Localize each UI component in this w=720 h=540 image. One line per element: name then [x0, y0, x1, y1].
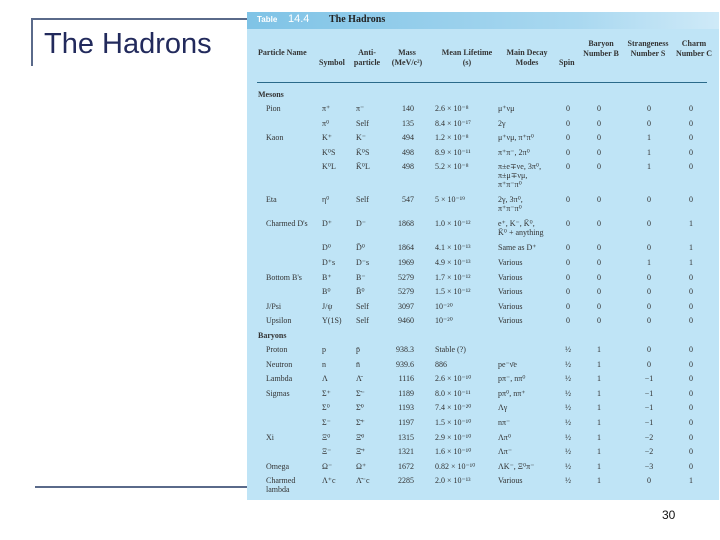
cell-s: −2: [644, 432, 654, 442]
table-row: [247, 101, 719, 116]
cell-lifetime: 2.9 × 10⁻¹⁰: [435, 432, 472, 442]
cell-symbol: B⁰: [322, 287, 331, 297]
cell-decay: π⁺π⁻π⁰: [498, 204, 522, 214]
column-header: Mass (MeV/c²): [391, 48, 423, 67]
cell-anti: Self: [356, 195, 369, 205]
cell-spin: 0: [566, 301, 570, 311]
cell-c: 0: [689, 301, 693, 311]
cell-mass: 1193: [398, 403, 414, 413]
cell-b: 0: [597, 287, 601, 297]
cell-spin: 0: [566, 133, 570, 143]
page-number: 30: [662, 508, 676, 522]
cell-anti: K⁻: [356, 133, 366, 143]
cell-s: 0: [647, 219, 651, 229]
cell-b: 0: [597, 301, 601, 311]
cell-mass: 140: [402, 104, 414, 113]
table-row: [247, 192, 719, 216]
cell-anti: p̄: [356, 344, 360, 354]
cell-symbol: D⁰: [322, 243, 331, 253]
cell-mass: 1197: [398, 417, 414, 427]
cell-b: 1: [597, 447, 601, 457]
cell-symbol: π⁰: [322, 118, 330, 128]
cell-anti: Λ̄: [356, 374, 362, 384]
cell-anti: Ξ̄⁺: [356, 447, 366, 457]
cell-spin: ½: [565, 403, 571, 413]
table-row: [247, 240, 719, 255]
cell-c: 1: [689, 476, 693, 486]
table-row: [247, 444, 719, 459]
cell-b: 0: [597, 118, 601, 128]
cell-name: Bottom B's: [266, 272, 302, 282]
cell-b: 1: [597, 476, 601, 486]
cell-c: 0: [689, 133, 693, 143]
cell-decay: μ⁺νμ, π⁺π⁰: [498, 133, 534, 143]
cell-b: 1: [597, 374, 601, 384]
cell-b: 1: [597, 359, 601, 369]
cell-anti: B̄⁰: [356, 287, 365, 297]
cell-mass: 1321: [398, 447, 414, 457]
cell-b: 0: [597, 243, 601, 253]
cell-spin: 0: [566, 104, 570, 113]
cell-lifetime: 4.9 × 10⁻¹³: [435, 257, 471, 267]
column-header: Main Decay Modes: [506, 48, 548, 67]
cell-decay: π±μ∓νμ,: [498, 171, 528, 181]
cell-decay: nπ⁻: [498, 417, 511, 427]
column-header: Baryon Number B: [583, 39, 619, 58]
cell-anti: B⁻: [356, 272, 366, 282]
cell-c: 0: [689, 272, 693, 282]
cell-lifetime: 886: [435, 359, 447, 369]
cell-c: 0: [689, 147, 693, 157]
cell-b: 0: [597, 133, 601, 143]
cell-decay: Λγ: [498, 403, 508, 413]
cell-spin: ½: [565, 344, 571, 354]
cell-decay: pπ⁻, nπ⁰: [498, 374, 526, 384]
cell-c: 0: [689, 417, 693, 427]
table-row: [247, 459, 719, 474]
cell-anti: Ω⁺: [356, 461, 367, 471]
cell-spin: ½: [565, 476, 571, 486]
cell-b: 0: [597, 257, 601, 267]
cell-lifetime: 8.9 × 10⁻¹¹: [435, 147, 471, 157]
table-label: Table: [257, 15, 278, 24]
cell-symbol: K⁺: [322, 133, 332, 143]
table-row: [247, 386, 719, 401]
cell-s: −1: [644, 417, 654, 427]
footer-line: [35, 486, 247, 488]
group-label: Baryons: [258, 330, 287, 340]
hadrons-table: [247, 12, 719, 500]
cell-lifetime: 1.0 × 10⁻¹²: [435, 219, 471, 229]
cell-b: 0: [597, 195, 601, 205]
cell-name: Eta: [266, 195, 277, 205]
cell-symbol: p: [322, 344, 326, 354]
table-row: [247, 371, 719, 386]
cell-s: 0: [647, 476, 651, 486]
table-row: [247, 473, 719, 497]
cell-spin: 0: [566, 147, 570, 157]
table-row: [247, 145, 719, 160]
cell-c: 0: [689, 447, 693, 457]
cell-s: 1: [647, 257, 651, 267]
cell-name: Upsilon: [266, 316, 292, 326]
cell-decay: π⁺π⁻, 2π⁰: [498, 147, 530, 157]
cell-decay: 2γ: [498, 118, 506, 128]
table-row: [247, 255, 719, 270]
cell-c: 0: [689, 118, 693, 128]
table-body: [247, 87, 719, 497]
column-header: Particle Name: [258, 48, 307, 57]
cell-c: 0: [689, 287, 693, 297]
cell-mass: 2285: [398, 476, 414, 486]
cell-spin: ½: [565, 432, 571, 442]
cell-lifetime: 1.5 × 10⁻¹⁰: [435, 417, 472, 427]
cell-s: −1: [644, 374, 654, 384]
cell-decay: e⁺, K⁻, K̄⁰,: [498, 219, 535, 229]
cell-symbol: B⁺: [322, 272, 332, 282]
cell-spin: ½: [565, 388, 571, 398]
cell-anti: Σ̄⁻: [356, 388, 365, 398]
cell-s: −3: [644, 461, 654, 471]
cell-s: −1: [644, 403, 654, 413]
table-row: [247, 357, 719, 372]
cell-spin: ½: [565, 374, 571, 384]
cell-decay: Various: [498, 287, 523, 297]
cell-lifetime: 2.6 × 10⁻¹⁰: [435, 374, 472, 384]
cell-decay: Various: [498, 316, 523, 326]
cell-s: 0: [647, 359, 651, 369]
cell-b: 0: [597, 104, 601, 113]
cell-c: 0: [689, 195, 693, 205]
cell-c: 1: [689, 243, 693, 253]
cell-decay: π±e∓νe, 3π⁰,: [498, 162, 542, 172]
cell-mass: 1116: [398, 374, 414, 384]
cell-mass: 3097: [398, 301, 414, 311]
cell-decay: π⁺π⁻π⁰: [498, 180, 522, 190]
cell-decay: Λπ⁰: [498, 432, 512, 442]
cell-b: 1: [597, 403, 601, 413]
cell-symbol: Ω⁻: [322, 461, 333, 471]
column-header: Spin: [559, 58, 575, 67]
cell-decay: Various: [498, 257, 523, 267]
cell-s: 1: [647, 133, 651, 143]
cell-mass: 1864: [398, 243, 414, 253]
group-label: Mesons: [258, 90, 284, 99]
cell-anti: Self: [356, 118, 369, 128]
cell-decay: pe⁻ν̄e: [498, 359, 517, 369]
cell-s: 1: [647, 162, 651, 172]
cell-anti: Self: [356, 316, 369, 326]
cell-b: 1: [597, 432, 601, 442]
cell-anti: K̄⁰S: [356, 147, 370, 157]
cell-anti: n̄: [356, 359, 360, 369]
cell-b: 0: [597, 219, 601, 229]
cell-mass: 5279: [398, 272, 414, 282]
cell-spin: ½: [565, 359, 571, 369]
title-frame-line: [31, 18, 33, 66]
cell-mass: 135: [402, 118, 414, 128]
cell-spin: ½: [565, 447, 571, 457]
cell-symbol: Ξ⁰: [322, 432, 331, 442]
cell-c: 0: [689, 374, 693, 384]
cell-mass: 498: [402, 147, 414, 157]
cell-spin: 0: [566, 287, 570, 297]
cell-b: 0: [597, 272, 601, 282]
cell-c: 0: [689, 316, 693, 326]
cell-lifetime: 2.6 × 10⁻⁸: [435, 104, 469, 113]
cell-mass: 938.3: [396, 344, 414, 354]
cell-symbol: K⁰L: [322, 162, 336, 172]
cell-name: Pion: [266, 104, 281, 113]
cell-symbol: n: [322, 359, 326, 369]
cell-symbol: Υ(1S): [322, 316, 342, 326]
group-heading: [247, 328, 719, 342]
cell-c: 0: [689, 344, 693, 354]
cell-c: 0: [689, 461, 693, 471]
cell-mass: 1868: [398, 219, 414, 229]
cell-symbol: K⁰S: [322, 147, 336, 157]
cell-c: 0: [689, 403, 693, 413]
cell-anti: Ξ̄⁰: [356, 432, 365, 442]
cell-b: 0: [597, 147, 601, 157]
cell-lifetime: 10⁻²⁰: [435, 316, 453, 326]
cell-symbol: Ξ⁻: [322, 447, 332, 457]
cell-symbol: Σ⁺: [322, 388, 331, 398]
cell-mass: 1315: [398, 432, 414, 442]
cell-lifetime: 0.82 × 10⁻¹⁰: [435, 461, 476, 471]
column-header: Strangeness Number S: [627, 39, 669, 58]
table-caption-bar: [247, 12, 719, 29]
table-row: [247, 159, 719, 192]
table-row: [247, 313, 719, 328]
cell-c: 0: [689, 388, 693, 398]
cell-anti: K̄⁰L: [356, 162, 370, 172]
table-row: [247, 430, 719, 445]
cell-c: 1: [689, 257, 693, 267]
cell-mass: 939.6: [396, 359, 414, 369]
cell-decay: pπ⁰, nπ⁺: [498, 388, 526, 398]
cell-name: Lambda: [266, 374, 293, 384]
cell-s: 0: [647, 195, 651, 205]
column-header: Charm Number C: [675, 39, 713, 58]
cell-anti: Self: [356, 301, 369, 311]
table-row: [247, 130, 719, 145]
title-frame-line: [31, 18, 247, 20]
cell-lifetime: 7.4 × 10⁻²⁰: [435, 403, 472, 413]
table-row: [247, 400, 719, 415]
cell-b: 1: [597, 417, 601, 427]
cell-mass: 494: [402, 133, 414, 143]
cell-symbol: η⁰: [322, 195, 330, 205]
cell-lifetime: 8.0 × 10⁻¹¹: [435, 388, 471, 398]
cell-spin: ½: [565, 461, 571, 471]
cell-spin: ½: [565, 417, 571, 427]
cell-anti: Λ̄⁻c: [356, 476, 370, 486]
cell-s: −2: [644, 447, 654, 457]
cell-spin: 0: [566, 219, 570, 229]
cell-s: 0: [647, 272, 651, 282]
cell-lifetime: 4.1 × 10⁻¹³: [435, 243, 471, 253]
cell-mass: 1672: [398, 461, 414, 471]
cell-c: 0: [689, 104, 693, 113]
cell-lifetime: 8.4 × 10⁻¹⁷: [435, 118, 471, 128]
cell-decay: ΛK⁻, Ξ⁰π⁻: [498, 461, 535, 471]
group-heading: [247, 87, 719, 101]
cell-c: 0: [689, 162, 693, 172]
cell-symbol: π⁺: [322, 104, 331, 113]
cell-lifetime: 10⁻²⁰: [435, 301, 453, 311]
table-row: [247, 299, 719, 314]
cell-lifetime: 5 × 10⁻¹⁹: [435, 195, 465, 205]
cell-c: 1: [689, 219, 693, 229]
cell-lifetime: 1.6 × 10⁻¹⁰: [435, 447, 472, 457]
table-title: The Hadrons: [329, 14, 386, 25]
cell-lifetime: 1.5 × 10⁻¹²: [435, 287, 471, 297]
cell-b: 0: [597, 162, 601, 172]
cell-mass: 498: [402, 162, 414, 172]
cell-b: 1: [597, 461, 601, 471]
cell-symbol: J/ψ: [322, 301, 333, 311]
table-number: 14.4: [288, 13, 310, 25]
cell-name: J/Psi: [266, 301, 282, 311]
cell-s: −1: [644, 388, 654, 398]
slide-title: The Hadrons: [44, 28, 212, 60]
cell-s: 0: [647, 344, 651, 354]
cell-lifetime: Stable (?): [435, 344, 466, 354]
cell-decay: Same as D⁺: [498, 243, 537, 253]
cell-anti: Σ̄⁰: [356, 403, 364, 413]
cell-spin: 0: [566, 272, 570, 282]
cell-s: 0: [647, 118, 651, 128]
cell-b: 1: [597, 388, 601, 398]
cell-anti: D⁻s: [356, 257, 370, 267]
cell-symbol: Λ: [322, 374, 328, 384]
cell-mass: 1969: [398, 257, 414, 267]
column-header: Mean Lifetime (s): [441, 48, 493, 67]
table-row: [247, 342, 719, 357]
cell-lifetime: 2.0 × 10⁻¹³: [435, 476, 471, 486]
cell-symbol: Λ⁺c: [322, 476, 336, 486]
table-row: [247, 270, 719, 285]
cell-mass: 5279: [398, 287, 414, 297]
cell-name: Neutron: [266, 359, 293, 369]
cell-mass: 9460: [398, 316, 414, 326]
cell-s: 1: [647, 147, 651, 157]
cell-anti: Σ̄⁺: [356, 417, 365, 427]
cell-c: 0: [689, 359, 693, 369]
cell-anti: D̄⁰: [356, 243, 365, 253]
cell-symbol: D⁺: [322, 219, 332, 229]
cell-name: Sigmas: [266, 388, 290, 398]
cell-c: 0: [689, 432, 693, 442]
cell-mass: 1189: [398, 388, 414, 398]
header-rule: [257, 82, 707, 83]
cell-decay: Various: [498, 301, 523, 311]
cell-decay: μ⁺νμ: [498, 104, 515, 113]
cell-decay: 2γ, 3π⁰,: [498, 195, 523, 205]
column-header: Anti- particle: [353, 48, 381, 67]
cell-name: Kaon: [266, 133, 284, 143]
cell-s: 0: [647, 104, 651, 113]
table-row: [247, 116, 719, 131]
cell-symbol: Σ⁻: [322, 417, 331, 427]
cell-spin: 0: [566, 195, 570, 205]
cell-s: 0: [647, 301, 651, 311]
table-row: [247, 415, 719, 430]
column-header: Symbol: [319, 58, 345, 67]
cell-b: 1: [597, 344, 601, 354]
cell-decay: Various: [498, 476, 523, 486]
cell-spin: 0: [566, 118, 570, 128]
cell-s: 0: [647, 316, 651, 326]
cell-decay: Various: [498, 272, 523, 282]
cell-b: 0: [597, 316, 601, 326]
cell-name: Charmed lambda: [266, 476, 296, 495]
cell-lifetime: 1.7 × 10⁻¹²: [435, 272, 471, 282]
cell-spin: 0: [566, 316, 570, 326]
cell-decay: K̄⁰ + anything: [498, 228, 544, 238]
cell-s: 0: [647, 243, 651, 253]
cell-lifetime: 5.2 × 10⁻⁸: [435, 162, 469, 172]
cell-name: Charmed D's: [266, 219, 308, 229]
cell-symbol: D⁺s: [322, 257, 336, 267]
cell-lifetime: 1.2 × 10⁻⁸: [435, 133, 469, 143]
table-row: [247, 284, 719, 299]
table-row: [247, 216, 719, 240]
cell-mass: 547: [402, 195, 414, 205]
cell-spin: 0: [566, 243, 570, 253]
cell-anti: π⁻: [356, 104, 365, 113]
cell-name: Omega: [266, 461, 290, 471]
cell-s: 0: [647, 287, 651, 297]
cell-spin: 0: [566, 162, 570, 172]
cell-name: Xi: [266, 432, 274, 442]
cell-name: Proton: [266, 344, 288, 354]
cell-decay: Λπ⁻: [498, 447, 513, 457]
cell-anti: D⁻: [356, 219, 366, 229]
cell-spin: 0: [566, 257, 570, 267]
cell-symbol: Σ⁰: [322, 403, 330, 413]
